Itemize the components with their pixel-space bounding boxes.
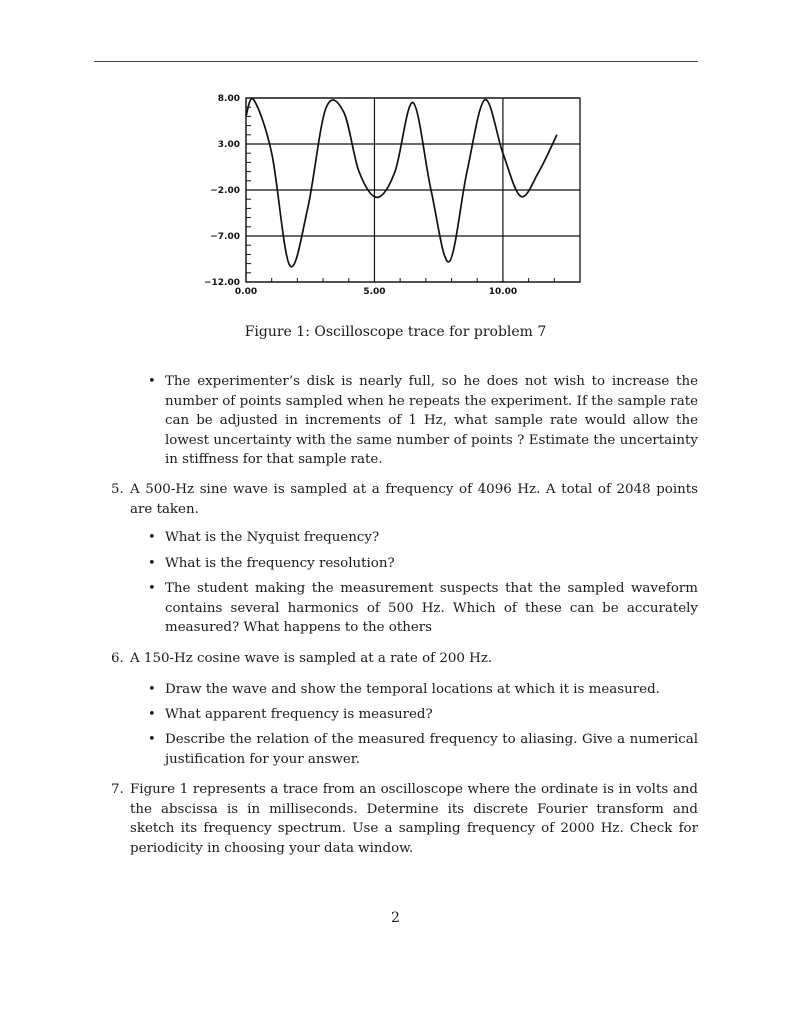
problem-number-6: 6. [111, 651, 124, 666]
problem-6-bullet-3: Describe the relation of the measured frequency to aliasing. Give a numerical justification for your answer. [165, 732, 698, 767]
y-tick-label: −7.00 [210, 232, 240, 242]
problem-7-text: Figure 1 represents a trace from an oscilloscope where the ordinate is in volts and the abscissa is in milliseconds. Determine its discrete Fourier transform and sketch its frequency spectrum. Use a sampling frequency of 2000 Hz. Check for periodicity in choosing your data window. [130, 782, 698, 856]
bullet-marker: • [148, 374, 156, 389]
x-tick-label: 5.00 [363, 287, 386, 297]
page-number: 2 [391, 910, 400, 926]
y-tick-label: 8.00 [217, 94, 240, 104]
problem-5-bullet-1: What is the Nyquist frequency? [165, 530, 380, 545]
y-tick-label: −2.00 [210, 186, 240, 196]
problem-6-bullet-2: What apparent frequency is measured? [165, 707, 433, 722]
bullet-disk-full: The experimenter’s disk is nearly full, so he does not wish to increase the number of points sampled when he repeats the experiment. If the sample rate can be adjusted in increments of 1 Hz, what sample rate would allow the lowest uncertainty with the same number of points ? Estimate the uncertainty in stiffness for that sample rate. [165, 374, 698, 467]
y-tick-labels [204, 94, 240, 288]
oscilloscope-trace-chart [200, 88, 590, 303]
x-tick-labels [235, 287, 517, 297]
problem-6-text: A 150-Hz cosine wave is sampled at a rate of 200 Hz. [130, 651, 493, 666]
problem-number-5: 5. [111, 482, 124, 497]
problem-5-text: A 500-Hz sine wave is sampled at a frequency of 4096 Hz. A total of 2048 points are taken. [130, 482, 698, 517]
x-tick-label: 10.00 [488, 287, 518, 297]
header-rule [94, 61, 698, 62]
problem-number-7: 7. [111, 782, 124, 797]
bullet-marker: • [148, 707, 156, 722]
bullet-marker: • [148, 556, 156, 571]
problem-6-bullet-1: Draw the wave and show the temporal locations at which it is measured. [165, 682, 660, 697]
bullet-marker: • [148, 732, 156, 747]
bullet-marker: • [148, 581, 156, 596]
figure-caption: Figure 1: Oscilloscope trace for problem 7 [244, 324, 547, 340]
y-tick-label: 3.00 [217, 140, 240, 150]
bullet-marker: • [148, 682, 156, 697]
problem-5-bullet-3: The student making the measurement suspects that the sampled waveform contains several harmonics of 500 Hz. Which of these can be accurately measured? What happens to the others [165, 581, 698, 635]
x-tick-label: 0.00 [234, 287, 258, 297]
problem-5-bullet-2: What is the frequency resolution? [165, 556, 395, 571]
y-tick-label: −12.00 [203, 278, 240, 288]
bullet-marker: • [148, 530, 156, 545]
trace-line [246, 99, 557, 267]
